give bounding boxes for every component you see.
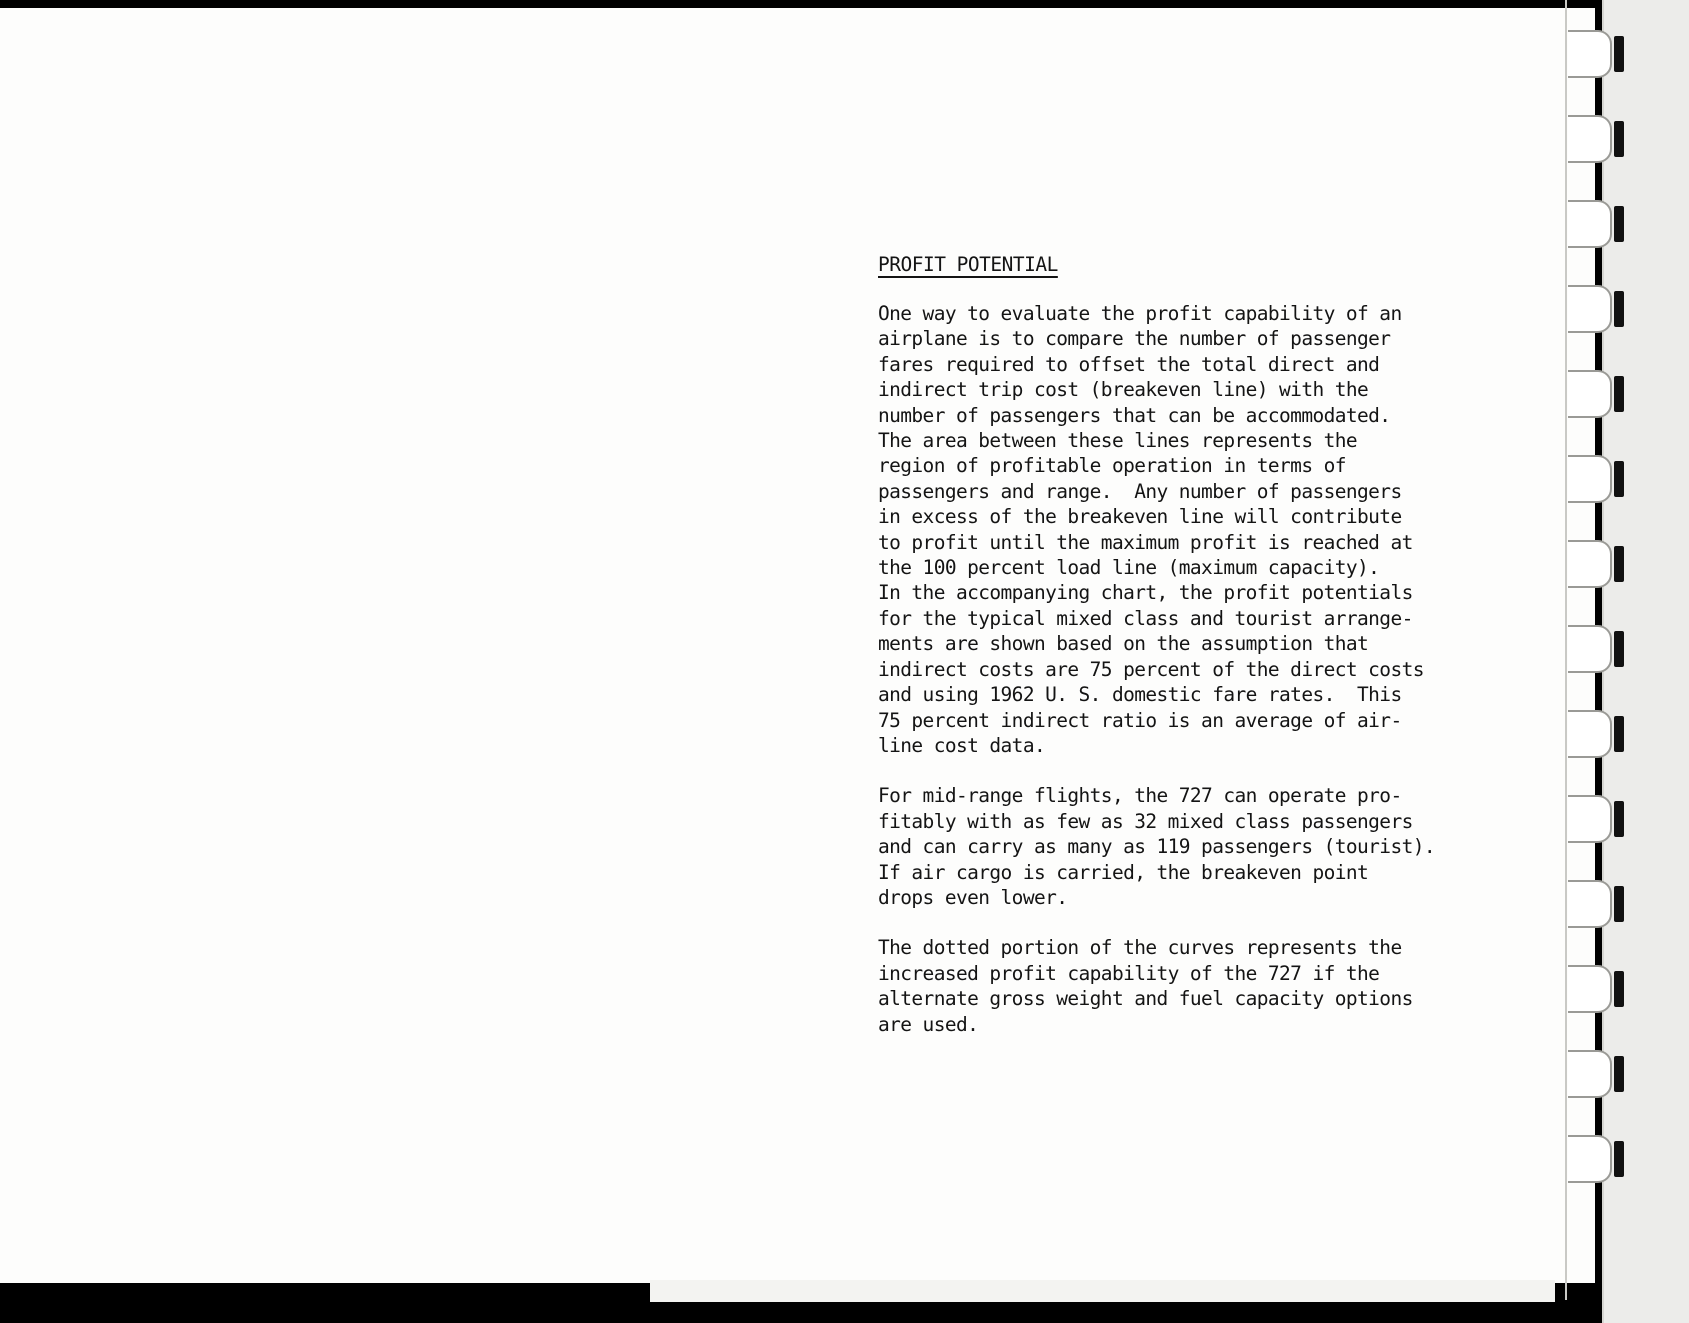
binding-slot: [1614, 291, 1624, 327]
text-line: are used.: [878, 1012, 979, 1036]
binding-slot: [1614, 886, 1624, 922]
text-line: indirect trip cost (breakeven line) with the: [878, 378, 1369, 402]
paragraph: [878, 783, 1518, 910]
text-line: alternate gross weight and fuel capacity options: [878, 987, 1413, 1011]
text-line: fitably with as few as 32 mixed class passengers: [878, 809, 1413, 833]
text-line: If air cargo is carried, the breakeven point: [878, 860, 1369, 884]
binding-ring: [1568, 115, 1612, 163]
page-right-edge: [1565, 0, 1567, 1300]
binding-slot: [1614, 461, 1624, 497]
binding-ring: [1568, 455, 1612, 503]
text-line: indirect costs are 75 percent of the direct costs: [878, 657, 1424, 681]
text-line: In the accompanying chart, the profit potentials: [878, 581, 1413, 605]
text-line: ments are shown based on the assumption that: [878, 632, 1369, 656]
text-line: For mid-range flights, the 727 can operate pro-: [878, 784, 1402, 808]
paragraph-container: [878, 301, 1518, 1037]
binding-ring: [1568, 1050, 1612, 1098]
text-line: airplane is to compare the number of passenger: [878, 327, 1391, 351]
binding-slot: [1614, 1056, 1624, 1092]
binding-slot: [1614, 631, 1624, 667]
binding-ring: [1568, 30, 1612, 78]
binding-slot: [1614, 971, 1624, 1007]
binding-slot: [1614, 546, 1624, 582]
binding-slot: [1614, 36, 1624, 72]
text-line: number of passengers that can be accommodated.: [878, 403, 1391, 427]
text-line: in excess of the breakeven line will contribute: [878, 505, 1402, 529]
binding-ring: [1568, 200, 1612, 248]
text-line: increased profit capability of the 727 if the: [878, 961, 1380, 985]
binding-ring: [1568, 285, 1612, 333]
text-line: region of profitable operation in terms of: [878, 454, 1346, 478]
binding-slot: [1614, 206, 1624, 242]
text-line: drops even lower.: [878, 885, 1068, 909]
document-body: [878, 252, 1518, 1062]
binding-ring: [1568, 880, 1612, 928]
binding-slot: [1614, 801, 1624, 837]
binding-ring: [1568, 625, 1612, 673]
binding-slot: [1614, 376, 1624, 412]
paragraph: [878, 935, 1518, 1037]
binding-ring: [1568, 370, 1612, 418]
binding-ring: [1568, 965, 1612, 1013]
text-line: passengers and range. Any number of passengers: [878, 479, 1402, 503]
binding-ring: [1568, 795, 1612, 843]
text-line: and using 1962 U. S. domestic fare rates. This: [878, 683, 1402, 707]
binding-slot: [1614, 1141, 1624, 1177]
text-line: the 100 percent load line (maximum capacity).: [878, 556, 1380, 580]
binding-slot: [1614, 716, 1624, 752]
text-line: for the typical mixed class and tourist arrange-: [878, 606, 1413, 630]
text-line: and can carry as many as 119 passengers (tourist).: [878, 835, 1435, 859]
binding-ring: [1568, 1135, 1612, 1183]
paragraph: [878, 301, 1518, 758]
binding-ring: [1568, 540, 1612, 588]
text-line: to profit until the maximum profit is reached at: [878, 530, 1413, 554]
binding-slot: [1614, 121, 1624, 157]
section-heading: PROFIT POTENTIAL: [878, 253, 1058, 276]
text-line: The dotted portion of the curves represents the: [878, 936, 1402, 960]
page-bottom-edge: [650, 1280, 1555, 1302]
binding-ring: [1568, 710, 1612, 758]
text-line: One way to evaluate the profit capability of an: [878, 302, 1402, 325]
text-line: The area between these lines represents the: [878, 429, 1358, 453]
text-line: fares required to offset the total direct and: [878, 352, 1380, 376]
text-line: 75 percent indirect ratio is an average of air-: [878, 708, 1402, 732]
text-line: line cost data.: [878, 733, 1046, 757]
